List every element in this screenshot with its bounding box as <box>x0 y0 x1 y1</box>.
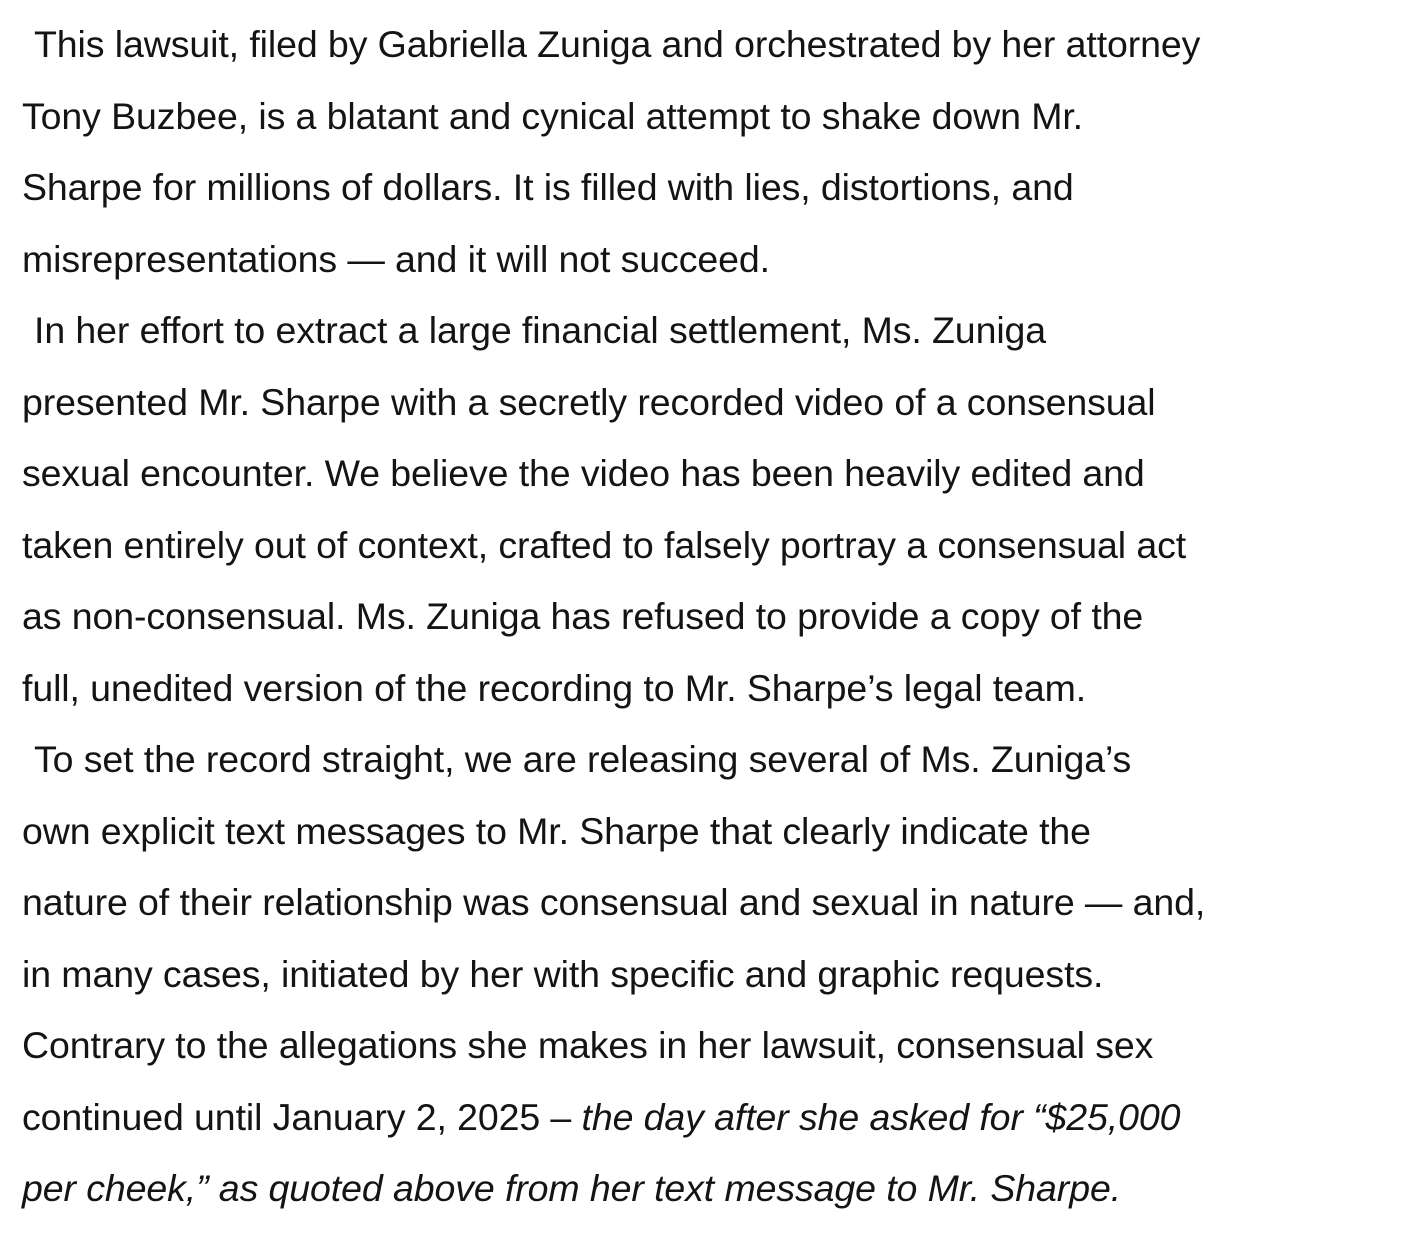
paragraph-3-line-6-plain: continued until January 2, 2025 – <box>22 1095 582 1138</box>
paragraph-2-line-2: presented Mr. Sharpe with a secretly recorded video of a consensual <box>22 380 1156 423</box>
paragraph-1 <box>22 9 1412 295</box>
paragraph-3-line-6-italic: the day after she asked for “$25,000 <box>581 1095 1181 1138</box>
paragraph-3-line-7: per cheek,” as quoted above from her text message to Mr. Sharpe. <box>22 1167 1122 1209</box>
paragraph-2-line-5: as non-consensual. Ms. Zuniga has refused to provide a copy of the <box>22 595 1144 637</box>
paragraph-2 <box>22 295 1412 724</box>
paragraph-2-line-4: taken entirely out of context, crafted to falsely portray a consensual act <box>22 523 1187 566</box>
paragraph-1-line-2: Tony Buzbee, is a blatant and cynical attempt to shake down Mr. <box>22 94 1083 137</box>
statement-document <box>22 9 1412 1225</box>
paragraph-3-line-6 <box>22 1082 1412 1154</box>
paragraph-3-line-5: Contrary to the allegations she makes in her lawsuit, consensual sex <box>22 1024 1154 1066</box>
paragraph-3-line-3: nature of their relationship was consensual and sexual in nature — and, <box>22 881 1206 923</box>
paragraph-3-line-4: in many cases, initiated by her with specific and graphic requests. <box>22 952 1104 995</box>
paragraph-2-line-6: full, unedited version of the recording to Mr. Sharpe’s legal team. <box>22 666 1087 709</box>
paragraph-2-line-3: sexual encounter. We believe the video has been heavily edited and <box>22 452 1145 494</box>
paragraph-1-line-1: This lawsuit, filed by Gabriella Zuniga and orchestrated by her attorney <box>34 23 1201 65</box>
paragraph-3-line-1: To set the record straight, we are releasing several of Ms. Zuniga’s <box>34 738 1132 780</box>
paragraph-2-line-1: In her effort to extract a large financial settlement, Ms. Zuniga <box>34 309 1047 351</box>
paragraph-3 <box>22 724 1412 1225</box>
paragraph-1-line-4: misrepresentations — and it will not succeed. <box>22 237 770 280</box>
paragraph-3-line-2: own explicit text messages to Mr. Sharpe that clearly indicate the <box>22 809 1091 852</box>
paragraph-1-line-3: Sharpe for millions of dollars. It is filled with lies, distortions, and <box>22 166 1074 208</box>
